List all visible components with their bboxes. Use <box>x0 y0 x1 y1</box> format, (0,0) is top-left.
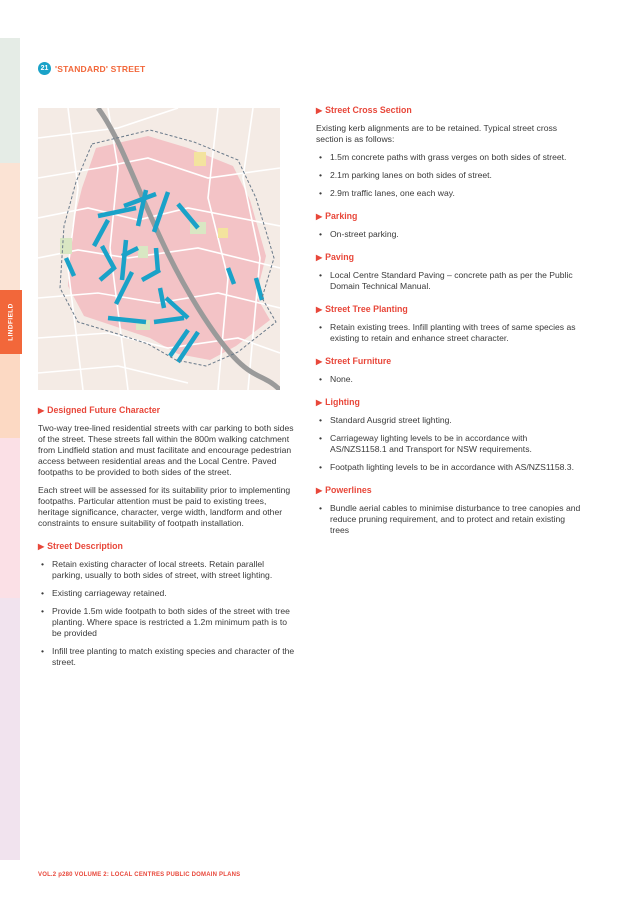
arrow-right-icon: ▶ <box>316 106 323 115</box>
bullet-list <box>316 322 584 344</box>
section-heading-text: Parking <box>325 211 358 221</box>
side-segment <box>0 438 20 598</box>
list-item: • Bundle aerial cables to minimise disturbance to tree canopies and reduce pruning requirement, and to protect and retain existing trees <box>316 503 584 536</box>
section-heading <box>316 397 584 408</box>
list-item: • Footpath lighting levels to be in accordance with AS/NZS1158.3. <box>316 462 584 473</box>
section-tab-lindfield[interactable] <box>0 290 22 354</box>
section-heading <box>316 252 584 263</box>
side-color-strip <box>0 38 20 860</box>
section-heading <box>316 105 584 116</box>
arrow-right-icon: ▶ <box>316 212 323 221</box>
section-heading <box>316 485 584 496</box>
bullet-list <box>316 503 584 536</box>
page-footer: VOL.2 p280 VOLUME 2: LOCAL CENTRES PUBLIC DOMAIN PLANS <box>38 872 241 878</box>
left-column <box>38 405 296 680</box>
body-paragraph: Existing kerb alignments are to be retained. Typical street cross section is as follows: <box>316 123 558 144</box>
side-segment <box>0 38 20 163</box>
list-item: • Provide 1.5m wide footpath to both sides of the street with tree planting. Where space is restricted a 1.2m minimum path is to be provided <box>38 606 296 639</box>
section-heading-text: Street Tree Planting <box>325 304 408 314</box>
list-item: • Standard Ausgrid street lighting. <box>316 415 584 426</box>
section-heading-text: Street Cross Section <box>325 105 412 115</box>
bullet-list <box>316 229 584 240</box>
list-item: • Local Centre Standard Paving – concrete path as per the Public Domain Technical Manual. <box>316 270 584 292</box>
list-item: • Infill tree planting to match existing species and character of the street. <box>38 646 296 668</box>
arrow-right-icon: ▶ <box>316 398 323 407</box>
map-graphic <box>38 108 280 390</box>
body-paragraph: Two-way tree-lined residential streets with car parking to both sides of the street. These streets fall within the 800m walking catchment from Lindfield station and must facilitate and encourage pedestrian access between residential areas and the Local Centre. Paved footpaths to be provided to both sides of the street. <box>38 423 294 477</box>
section-heading <box>316 211 584 222</box>
list-item: • Carriageway lighting levels to be in accordance with AS/NZS1158.1 and Transport for NSW requirements. <box>316 433 584 455</box>
street-map <box>38 108 280 390</box>
list-item: • 2.9m traffic lanes, one each way. <box>316 188 584 199</box>
arrow-right-icon: ▶ <box>38 542 45 551</box>
list-item: • On-street parking. <box>316 229 584 240</box>
section-heading <box>316 356 584 367</box>
bullet-list <box>316 270 584 292</box>
body-paragraph: Each street will be assessed for its suitability prior to implementing footpaths. Particular attention must be paid to existing trees, heritage significance, character, verge width, landform and other constraints to ensure suitability of footpath installation. <box>38 485 291 528</box>
arrow-right-icon: ▶ <box>316 486 323 495</box>
arrow-right-icon: ▶ <box>316 253 323 262</box>
arrow-right-icon: ▶ <box>316 357 323 366</box>
page-header <box>38 62 145 75</box>
section-heading-text: Street Description <box>47 541 123 551</box>
page-title: 'STANDARD' STREET <box>55 63 146 74</box>
bullet-list <box>38 559 296 668</box>
list-item: • Retain existing character of local streets. Retain parallel parking, usually to both sides of street, with street lighting. <box>38 559 296 581</box>
section-number-badge: 21 <box>38 62 51 75</box>
section-heading <box>38 405 296 416</box>
bullet-list <box>316 415 584 473</box>
section-heading-text: Designed Future Character <box>47 405 161 415</box>
list-item: • 2.1m parking lanes on both sides of street. <box>316 170 584 181</box>
arrow-right-icon: ▶ <box>38 406 45 415</box>
section-heading <box>316 304 584 315</box>
side-segment <box>0 598 20 860</box>
right-column <box>316 105 584 548</box>
section-heading-text: Lighting <box>325 397 360 407</box>
section-heading-text: Powerlines <box>325 485 372 495</box>
section-heading <box>38 541 296 552</box>
list-item: • Retain existing trees. Infill planting with trees of same species as existing to retain and enhance street character. <box>316 322 584 344</box>
arrow-right-icon: ▶ <box>316 305 323 314</box>
list-item: • 1.5m concrete paths with grass verges on both sides of street. <box>316 152 584 163</box>
bullet-list <box>316 152 584 199</box>
bullet-list <box>316 374 584 385</box>
section-tab-label: LINDFIELD <box>7 303 15 341</box>
list-item: • Existing carriageway retained. <box>38 588 296 599</box>
section-heading-text: Street Furniture <box>325 356 392 366</box>
section-heading-text: Paving <box>325 252 354 262</box>
list-item: • None. <box>316 374 584 385</box>
